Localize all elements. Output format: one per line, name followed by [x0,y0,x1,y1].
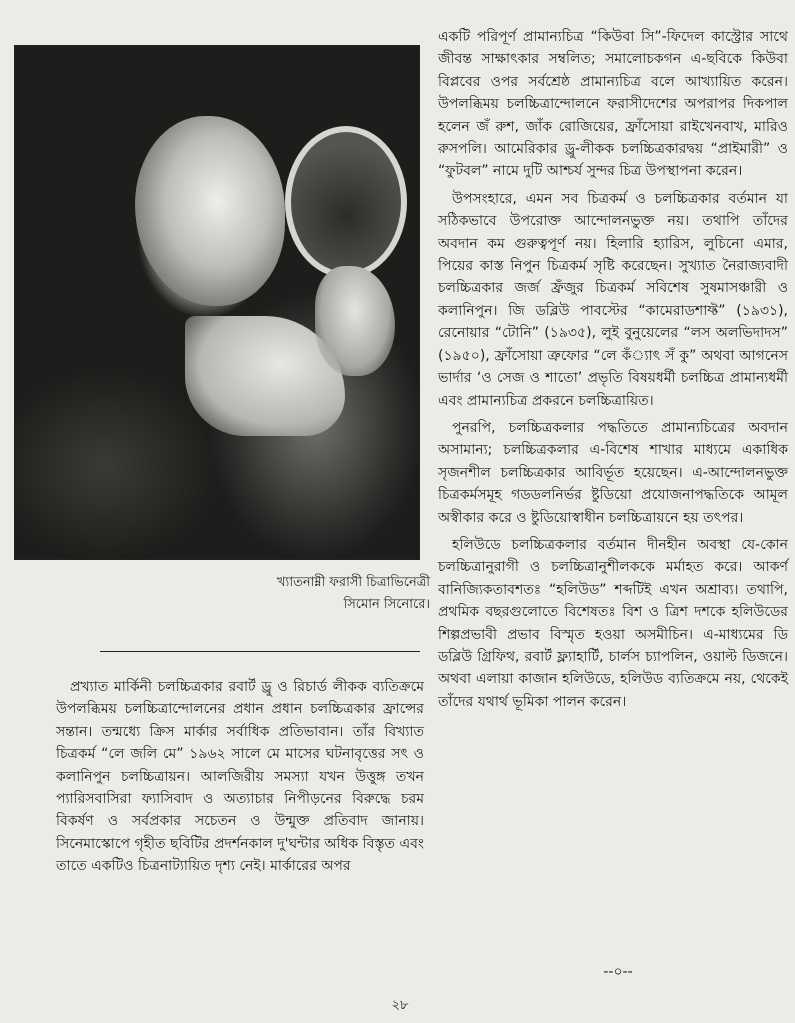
photo-caption [240,572,430,616]
page-number: ২৮ [391,998,409,1013]
left-column [56,676,424,883]
portrait-photo [14,45,420,560]
right-paragraph-4: হলিউডে চলচ্চিত্রকলার বর্তমান দীনহীন অবস্থা যে-কোন চলচ্চিত্রানুরাগী ও চলচ্চিত্রানুশীলককে মর্মাহত করে। আকর্ণ বানিজ্যিকতাবশতঃ “হলিউড” শব্দটিই এখন অশ্রাব্য। তথাপি, প্রথমিক বছরগুলোতে বিশেষতঃ বিশ ও ত্রিশ দশকে হলিউডের শিল্পপ্রভাবী প্রভাব বিস্মৃত হওয়া অসমীচিন। এ-মাধ্যমের ডি ডব্লিউ গ্রিফিথ, রবার্ট ফ্ল্যাহার্টি, চার্লস চ্যাপলিন, ওয়াল্ট ডিজনে। অথবা এলায়া কাজান হলিউডে, হলিউড ব্যতিক্রমে নয়, থেকেই তাঁদের যথার্থ ভূমিকা পালন করেন। [438,536,788,710]
right-column [438,26,788,718]
right-paragraph-1: একটি পরিপূর্ণ প্রামান্যচিত্র “কিউবা সি”-ফিদেল কাস্ট্রোর সাথে জীবন্ত সাক্ষাৎকার সম্বলিত; সমালোচকগন এ-ছবিকে কিউবা বিপ্লবের ওপর সর্বশ্রেষ্ঠ প্রামান্যচিত্র বলে আখ্যায়িত করেন। উপলব্ধিময় চলচ্চিত্রান্দোলনে ফরাসীদেশের অপরাপর দিকপাল হলেন জঁ রুশ, জাঁক রোজিয়ের, ফ্রাঁসোয়া রাইখেনবাখ, মারিও রুসপলি। আমেরিকার ড্রু-লীকক চলচ্চিত্রকারদ্বয় “প্রাইমারী” ও “ফুটবল” নামে দুটি আশ্চর্য সুন্দর চিত্র উপস্থাপনা করেন। [438,29,788,180]
photo-hand-shape [315,266,395,376]
photo-mirror-shape [285,126,407,278]
left-paragraph-1: প্রখ্যাত মার্কিনী চলচ্চিত্রকার রবার্ট ড্রু ও রিচার্ড লীকক ব্যতিক্রমে উপলব্ধিময় চলচ্চিত্রান্দোলনের প্রধান প্রধান চলচ্চিত্রকার ফ্রান্সের সন্তান। তন্মধ্যে ক্রিস মার্কার সর্বাধিক প্রতিভাবান। তাঁর বিখ্যাত চিত্রকর্ম “লে জলি মে” ১৯৬২ সালে মে মাসের ঘটনাবৃত্তের সৎ ও কলানিপুন চলচ্চিত্রায়ন। আলজিরীয় সমস্যা যখন উত্তুঙ্গ তখন প্যারিসবাসিরা ফ্যাসিবাদ ও অত্যাচার নিপীড়নের বিরুদ্ধে চরম বিকর্ষণ ও সর্বপ্রকার সচেতন ও উন্মুক্ত প্রতিবাদ জানায়। সিনেমাস্কোপে গৃহীত ছবিটির প্রদর্শনকাল দু'ঘন্টার অধিক বিস্তৃত এবং তাতে একটিও চিত্রনাট্যায়িত দৃশ্য নেই। মার্কারের অপর [56,679,424,875]
caption-line-2: সিমোন সিনোরে। [343,597,430,612]
right-paragraph-2: উপসংহারে, এমন সব চিত্রকর্ম ও চলচ্চিত্রকার বর্তমান যা সঠিকভাবে উপরোক্ত আন্দোলনভুক্ত নয়। তথাপি তাঁদের অবদান কম গুরুত্বপূর্ণ নয়। হিলারি হ্যারিস, লুচিনো এমার, পিয়ের কাস্ত নিপুন চিত্রকর্ম সৃষ্টি করেছেন। সুখ্যাত নৈরাজ্যবাদী চলচ্চিত্রকার জর্জ ফ্রঁজুর চিত্রকর্ম সবিশেষ সুষমাসঞ্চারী ও কলানিপুন। জি ডব্লিউ পাবস্টের “কামেরাডশাফ্ট” (১৯৩১), রেনোয়ার “টোনি” (১৯৩৫), লুই বুনুয়েলের “লস অলভিদাদস” (১৯৫০), ফ্রাঁসোয়া ত্রুফোর “লে কঁ্যাৎ সঁ কু” অথবা আগনেস ভার্দার ‘ও সেজ ও শাতো’ প্রভৃতি বিষয়ধর্মী চলচ্চিত্র প্রামান্যধর্মী এবং প্রামান্যচিত্র প্রকরনে চলচ্চিত্রায়িত। [438,190,788,409]
section-divider [100,651,420,652]
right-paragraph-3: পুনরপি, চলচ্চিত্রকলার পদ্ধতিতে প্রামান্যচিত্রের অবদান অসামান্য; চলচ্চিত্রকলার এ-বিশেষ শাখার মাধ্যমে একাধিক সৃজনশীল চলচ্চিত্রকার আবির্ভূত হয়েছেন। এ-আন্দোলনভুক্ত চিত্রকর্মসমূহ গডডলনির্ভর ষ্টুডিয়ো প্রযোজনাপদ্ধতিকে আমূল অস্বীকার করে ও ষ্টুডিয়োস্বাধীন চলচ্চিত্রায়নে হয় তৎপর। [438,419,788,526]
photo-face-shape [135,116,285,306]
caption-line-1: খ্যাতনাম্নী ফরাসী চিত্রাভিনেত্রী [277,575,430,590]
end-separator: --০-- [603,964,633,980]
